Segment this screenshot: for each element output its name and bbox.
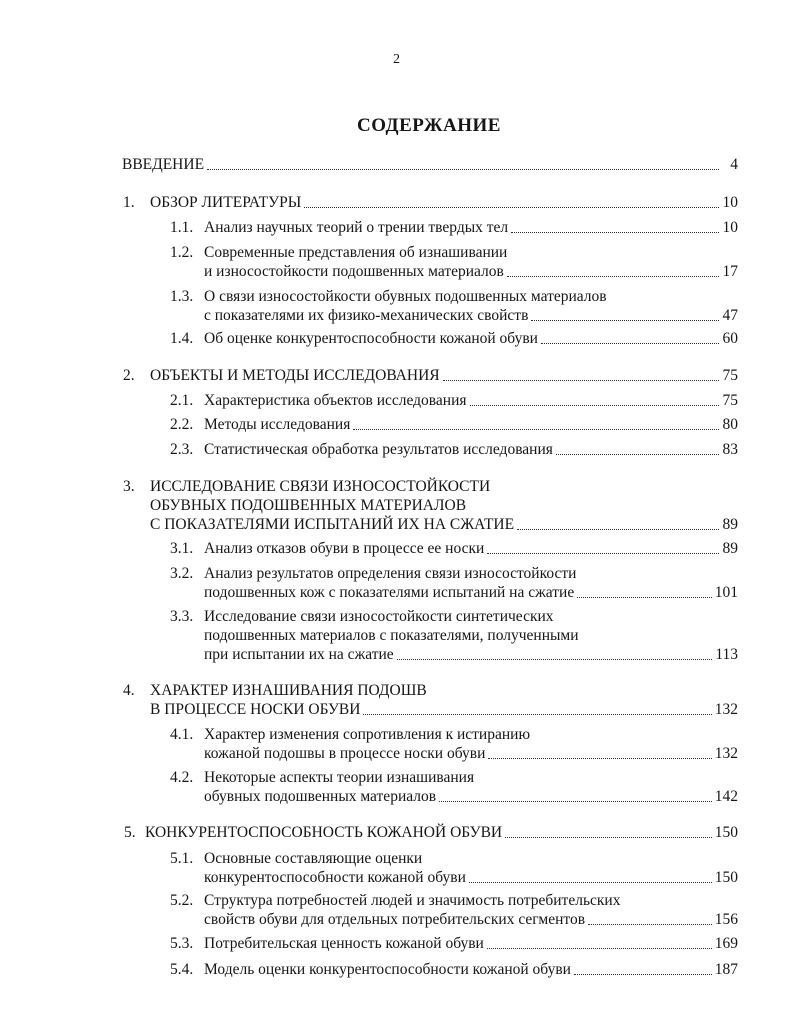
toc-entry-page: 156 <box>714 911 738 928</box>
toc-entry-page: 101 <box>714 584 738 601</box>
toc-entry-label: ОБЗОР ЛИТЕРАТУРЫ <box>150 194 302 211</box>
toc-section-4-2 <box>170 768 738 806</box>
toc-entry-label: Статистическая обработка результатов исследования <box>204 441 553 458</box>
toc-entry-page: 75 <box>722 392 738 409</box>
toc-entry-label-line: Основные составляющие оценки <box>204 850 423 867</box>
toc-section-1-1 <box>170 218 738 237</box>
toc-section-2-2 <box>170 415 738 434</box>
leader-dots <box>207 168 719 170</box>
toc-entry-page: 75 <box>722 367 738 384</box>
toc-entry-page: 89 <box>722 540 738 557</box>
leader-dots <box>577 596 712 598</box>
toc-entry-label: КОНКУРЕНТОСПОСОБНОСТЬ КОЖАНОЙ ОБУВИ <box>145 824 503 841</box>
toc-entry-number: 1.1. <box>170 219 194 236</box>
toc-section-1-4 <box>170 329 738 348</box>
toc-entry-page: 150 <box>714 869 738 886</box>
toc-section-2-1 <box>170 391 738 410</box>
toc-entry-page: 47 <box>722 307 738 324</box>
leader-dots <box>469 881 712 883</box>
leader-dots <box>443 379 719 381</box>
toc-entry-label: Анализ научных теорий о трении твердых тел <box>204 219 509 236</box>
toc-entry-label-line: ОБУВНЫХ ПОДОШВЕННЫХ МАТЕРИАЛОВ <box>150 497 467 514</box>
leader-dots <box>505 836 712 838</box>
toc-entry-page: 60 <box>722 330 738 347</box>
toc-entry-label-line: С ПОКАЗАТЕЛЯМИ ИСПЫТАНИЙ ИХ НА СЖАТИЕ <box>150 516 515 533</box>
toc-entry-number: 4. <box>123 682 135 699</box>
toc-entry-number: 2. <box>123 367 135 384</box>
toc-entry-number: 4.1. <box>170 726 194 743</box>
leader-dots <box>511 231 719 233</box>
toc-entry-page: 17 <box>722 263 738 280</box>
toc-entry-number: 5.4. <box>170 961 194 978</box>
leader-dots <box>488 757 711 759</box>
toc-chapter-2 <box>123 366 738 385</box>
toc-entry-number: 5.1. <box>170 850 194 867</box>
toc-entry-page: 4 <box>730 156 738 173</box>
toc-entry-label: ОБЪЕКТЫ И МЕТОДЫ ИССЛЕДОВАНИЯ <box>150 367 440 384</box>
toc-section-1-2 <box>170 243 738 281</box>
toc-entry-number: 2.2. <box>170 416 194 433</box>
toc-entry-number: 1.2. <box>170 244 194 261</box>
toc-entry-number: 1. <box>123 194 135 211</box>
toc-chapter-1 <box>123 193 738 212</box>
toc-entry-page: 80 <box>722 416 738 433</box>
toc-entry-label-line: ХАРАКТЕР ИЗНАШИВАНИЯ ПОДОШВ <box>150 682 427 699</box>
toc-entry-page: 113 <box>715 646 738 663</box>
toc-entry-page: 10 <box>722 194 738 211</box>
toc-entry-number: 5.3. <box>170 935 194 952</box>
toc-entry-number: 2.3. <box>170 441 194 458</box>
toc-section-5-2 <box>170 891 738 929</box>
toc-entry-number: 3.1. <box>170 540 194 557</box>
leader-dots <box>507 275 719 277</box>
toc-entry-label-line: подошвенных материалов с показателями, полученными <box>204 627 579 644</box>
toc-entry-label-line: Характер изменения сопротивления к истиранию <box>204 726 531 743</box>
leader-dots <box>531 319 719 321</box>
toc-entry-page: 150 <box>714 824 738 841</box>
toc-entry-page: 89 <box>722 516 738 533</box>
page-title: СОДЕРЖАНИЕ <box>357 115 501 136</box>
toc-entry-page: 10 <box>722 219 738 236</box>
toc-entry-label: Методы исследования <box>204 416 351 433</box>
toc-section-4-1 <box>170 725 738 763</box>
toc-chapter-3 <box>123 477 738 534</box>
toc-entry-label: Анализ отказов обуви в процессе ее носки <box>204 540 485 557</box>
toc-entry-label-line: подошвенных кож с показателями испытаний на сжатие <box>204 584 575 601</box>
toc-entry-number: 5.2. <box>170 892 194 909</box>
toc-entry-label-line: кожаной подошвы в процессе носки обуви <box>204 745 486 762</box>
toc-section-1-3 <box>170 287 738 325</box>
toc-entry-page: 142 <box>714 788 738 805</box>
toc-entry-label-line: конкурентоспособности кожаной обуви <box>204 869 466 886</box>
toc-entry-label: ВВЕДЕНИЕ <box>122 156 205 173</box>
toc-entry-number: 1.3. <box>170 288 194 305</box>
toc-entry-page: 132 <box>714 701 738 718</box>
toc-chapter-5 <box>124 823 738 842</box>
toc-entry-number: 3.3. <box>170 608 194 625</box>
toc-entry-label: Характеристика объектов исследования <box>204 392 467 409</box>
toc-entry-page: 187 <box>714 961 738 978</box>
leader-dots <box>588 923 712 925</box>
toc-section-5-4 <box>170 960 738 979</box>
toc-section-5-1 <box>170 849 738 887</box>
toc-section-5-3 <box>170 934 738 953</box>
toc-section-3-1 <box>170 539 738 558</box>
leader-dots <box>517 528 719 530</box>
leader-dots <box>363 713 711 715</box>
toc-entry-label-line: Современные представления об изнашивании <box>204 244 508 261</box>
toc-entry-label-line: ИССЛЕДОВАНИЕ СВЯЗИ ИЗНОСОСТОЙКОСТИ <box>150 478 491 495</box>
toc-entry-label: Об оценке конкурентоспособности кожаной обуви <box>204 330 538 347</box>
toc-entry-label-line: В ПРОЦЕССЕ НОСКИ ОБУВИ <box>150 701 361 718</box>
toc-entry-label-line: Анализ результатов определения связи износостойкости <box>204 565 577 582</box>
toc-section-3-3 <box>170 607 738 664</box>
toc-entry-label-line: свойств обуви для отдельных потребительских сегментов <box>204 911 586 928</box>
toc-entry-label-line: Исследование связи износостойкости синтетических <box>204 608 554 625</box>
toc-entry-intro <box>122 155 738 174</box>
toc-section-3-2 <box>170 564 738 602</box>
toc-section-2-3 <box>170 440 738 459</box>
toc-entry-page: 132 <box>714 745 738 762</box>
leader-dots <box>397 658 713 660</box>
leader-dots <box>439 800 712 802</box>
toc-entry-label-line: при испытании их на сжатие <box>204 646 394 663</box>
leader-dots <box>470 404 719 406</box>
leader-dots <box>487 552 719 554</box>
leader-dots <box>574 973 712 975</box>
toc-entry-label: Потребительская ценность кожаной обуви <box>204 935 484 952</box>
toc-entry-label-line: О связи износостойкости обувных подошвенных материалов <box>204 288 607 305</box>
leader-dots <box>353 428 719 430</box>
toc-entry-label-line: Структура потребностей людей и значимость потребительских <box>204 892 621 909</box>
toc-entry-number: 5. <box>124 824 136 841</box>
leader-dots <box>304 206 719 208</box>
toc-entry-number: 3. <box>123 478 135 495</box>
leader-dots <box>556 453 719 455</box>
toc-entry-label-line: с показателями их физико-механических свойств <box>204 307 529 324</box>
toc-entry-number: 1.4. <box>170 330 194 347</box>
toc-entry-label-line: и износостойкости подошвенных материалов <box>204 263 504 280</box>
toc-entry-number: 3.2. <box>170 565 194 582</box>
leader-dots <box>487 947 712 949</box>
page-number: 2 <box>393 52 400 67</box>
toc-entry-number: 2.1. <box>170 392 194 409</box>
toc-entry-label: Модель оценки конкурентоспособности кожаной обуви <box>204 961 571 978</box>
toc-entry-label-line: обувных подошвенных материалов <box>204 788 437 805</box>
toc-entry-number: 4.2. <box>170 769 194 786</box>
toc-entry-page: 169 <box>714 935 738 952</box>
leader-dots <box>541 342 719 344</box>
toc-entry-page: 83 <box>722 441 738 458</box>
toc-entry-label-line: Некоторые аспекты теории изнашивания <box>204 769 475 786</box>
toc-chapter-4 <box>123 681 738 719</box>
